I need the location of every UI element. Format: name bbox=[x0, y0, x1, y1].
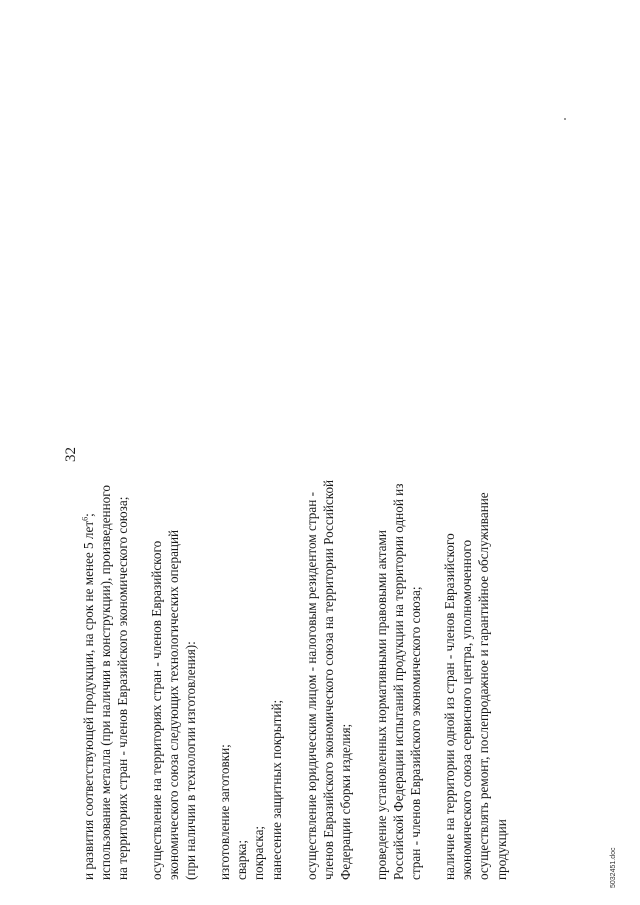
text-line: членов Евразийского экономического союза на территории Российской bbox=[321, 479, 337, 880]
footnote-marker: 6 bbox=[80, 516, 90, 521]
paragraph-4 bbox=[303, 480, 355, 880]
text-line: изготовление заготовки; bbox=[217, 744, 232, 880]
text-line: осуществлять ремонт, послепродажное и гарантийное обслуживание bbox=[476, 492, 492, 880]
text-line: покраска; bbox=[251, 825, 267, 880]
text-line: сварка; bbox=[234, 839, 250, 880]
paragraph-2 bbox=[148, 530, 200, 880]
text-line: (при наличии в технологии изготовления): bbox=[183, 641, 199, 880]
text-line: Российской Федерации испытаний продукции на территории одной из bbox=[391, 483, 407, 880]
text-line: экономического союза сервисного центра, уполномоченного bbox=[459, 539, 475, 880]
paragraph-5 bbox=[373, 484, 425, 880]
text-line: нанесение защитных покрытий; bbox=[268, 699, 284, 880]
scan-speck bbox=[564, 118, 566, 120]
footer-filename: 5032451.doc bbox=[610, 847, 617, 888]
text-line: и развития соответствующей продукции, на срок не менее 5 лет$^6$; bbox=[80, 513, 96, 880]
text-line: проведение установленных нормативными правовыми актами bbox=[374, 530, 389, 880]
text-line: на территориях стран - членов Евразийского экономического союза; bbox=[115, 496, 131, 880]
text-line: осуществление юридическим лицом - налоговым резидентом стран - bbox=[304, 492, 319, 880]
paragraph-6 bbox=[441, 492, 510, 880]
paragraph-1 bbox=[80, 485, 132, 880]
paragraph-3 bbox=[216, 700, 285, 880]
page-number: 32 bbox=[63, 447, 79, 462]
text-line: осуществление на территориях стран - членов Евразийского bbox=[149, 540, 164, 880]
text-line: стран - членов Евразийского экономического союза; bbox=[408, 586, 424, 880]
text-line: использование металла (при наличии в конструкции), произведенного bbox=[98, 485, 114, 880]
text-line: экономического союза следующих технологических операций bbox=[166, 529, 182, 880]
text-line: продукции bbox=[493, 819, 509, 880]
text-line: наличие на территории одной из стран - членов Евразийского bbox=[442, 533, 457, 880]
text-line: Федерации сборки изделия; bbox=[338, 723, 354, 880]
